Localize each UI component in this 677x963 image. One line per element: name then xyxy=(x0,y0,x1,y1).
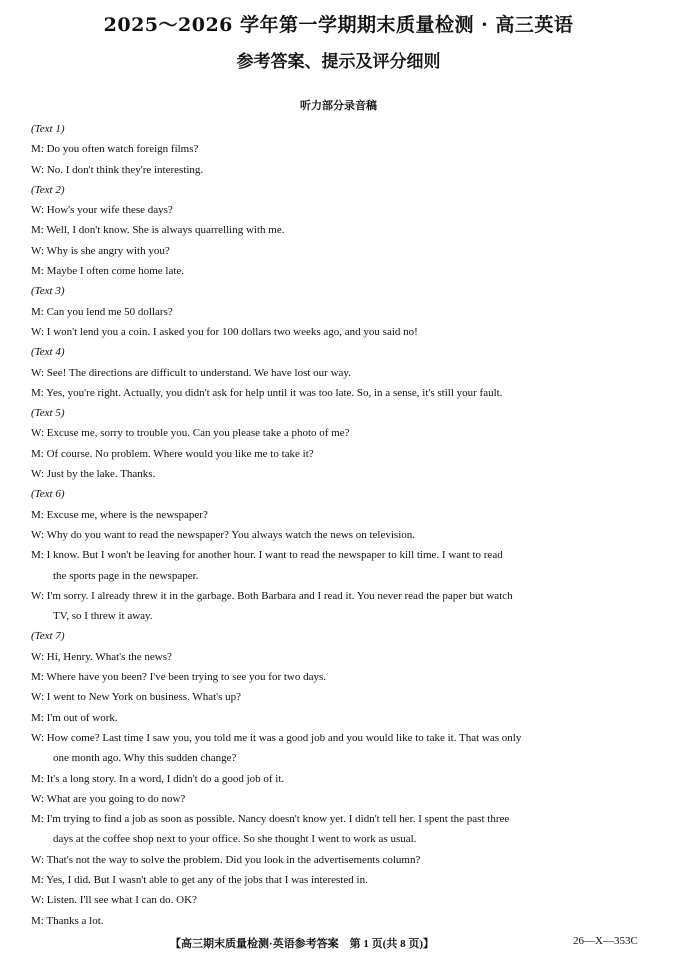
page-subtitle: 参考答案、提示及评分细则 xyxy=(236,52,441,72)
dialog-line: W: Hi, Henry. What's the news? xyxy=(31,650,172,663)
page-title: 2025～2026 学年第一学期期末质量检测 · 高三英语 xyxy=(103,14,574,36)
dialog-line: W: Excuse me, sorry to trouble you. Can you please take a photo of me? xyxy=(31,427,350,440)
text-number-label: (Text 2) xyxy=(31,183,65,196)
dialog-line: W: What are you going to do now? xyxy=(31,792,186,805)
dialog-line: M: Maybe I often come home late. xyxy=(31,265,185,278)
text-number-label: (Text 6) xyxy=(31,488,65,501)
dialog-line: W: I won't lend you a coin. I asked you for 100 dollars two weeks ago, and you said no! xyxy=(31,325,418,338)
dialog-line: W: No. I don't think they're interesting. xyxy=(31,163,204,176)
dialog-line: M: Can you lend me 50 dollars? xyxy=(31,305,173,318)
dialog-line: M: Do you often watch foreign films? xyxy=(31,143,199,156)
dialog-line: M: Thanks a lot. xyxy=(31,914,104,927)
dialog-line: W: I'm sorry. I already threw it in the garbage. Both Barbara and I read it. You never read the paper but watch xyxy=(31,589,513,602)
dialog-line-continuation: one month ago. Why this sudden change? xyxy=(53,752,237,765)
dialog-line: M: I'm trying to find a job as soon as possible. Nancy doesn't know yet. I didn't tell her. I spent the past three xyxy=(31,813,510,826)
dialog-line: M: Yes, you're right. Actually, you didn't ask for help until it was too late. So, in a sense, it's still your fault. xyxy=(31,386,503,399)
dialog-line-continuation: the sports page in the newspaper. xyxy=(53,569,199,582)
text-number-label: (Text 4) xyxy=(31,346,65,359)
dialog-line: M: I'm out of work. xyxy=(31,711,118,724)
footer-page-info: 【高三期末质量检测·英语参考答案 第 1 页(共 8 页)】 xyxy=(170,938,434,950)
dialog-line: W: See! The directions are difficult to understand. We have lost our way. xyxy=(31,366,351,379)
dialog-line: W: Listen. I'll see what I can do. OK? xyxy=(31,894,197,907)
dialog-line-continuation: TV, so I threw it away. xyxy=(53,610,153,623)
dialog-line: M: It's a long story. In a word, I didn't do a good job of it. xyxy=(31,772,285,785)
dialog-line: W: How come? Last time I saw you, you told me it was a good job and you would like to take it. That was only xyxy=(31,731,522,744)
dialog-line: W: That's not the way to solve the problem. Did you look in the advertisements column? xyxy=(31,853,421,866)
dialog-line: M: Where have you been? I've been trying to see you for two days. xyxy=(31,671,327,684)
dialog-line: W: I went to New York on business. What's up? xyxy=(31,691,242,704)
section-heading: 听力部分录音稿 xyxy=(300,99,377,112)
text-number-label: (Text 1) xyxy=(31,123,65,135)
dialog-line: M: Of course. No problem. Where would you like me to take it? xyxy=(31,447,314,460)
dialog-line: W: Just by the lake. Thanks. xyxy=(31,468,156,481)
dialog-line: M: Yes, I did. But I wasn't able to get any of the jobs that I was interested in. xyxy=(31,873,368,886)
dialog-line: M: I know. But I won't be leaving for another hour. I want to read the newspaper to kill time. I want to read xyxy=(31,549,503,562)
text-number-label: (Text 3) xyxy=(31,285,65,298)
dialog-line: M: Excuse me, where is the newspaper? xyxy=(31,508,208,521)
dialog-line: W: Why do you want to read the newspaper? You always watch the news on television. xyxy=(31,528,415,541)
text-number-label: (Text 5) xyxy=(31,407,65,420)
transcript-body xyxy=(31,119,651,931)
dialog-line: W: Why is she angry with you? xyxy=(31,244,170,257)
text-number-label: (Text 7) xyxy=(31,630,65,643)
dialog-line: M: Well, I don't know. She is always quarrelling with me. xyxy=(31,224,285,237)
dialog-line: W: How's your wife these days? xyxy=(31,204,173,217)
footer-code: 26—X—353C xyxy=(573,935,638,947)
dialog-line-continuation: days at the coffee shop next to your office. So she thought I went to work as usual. xyxy=(53,833,417,846)
